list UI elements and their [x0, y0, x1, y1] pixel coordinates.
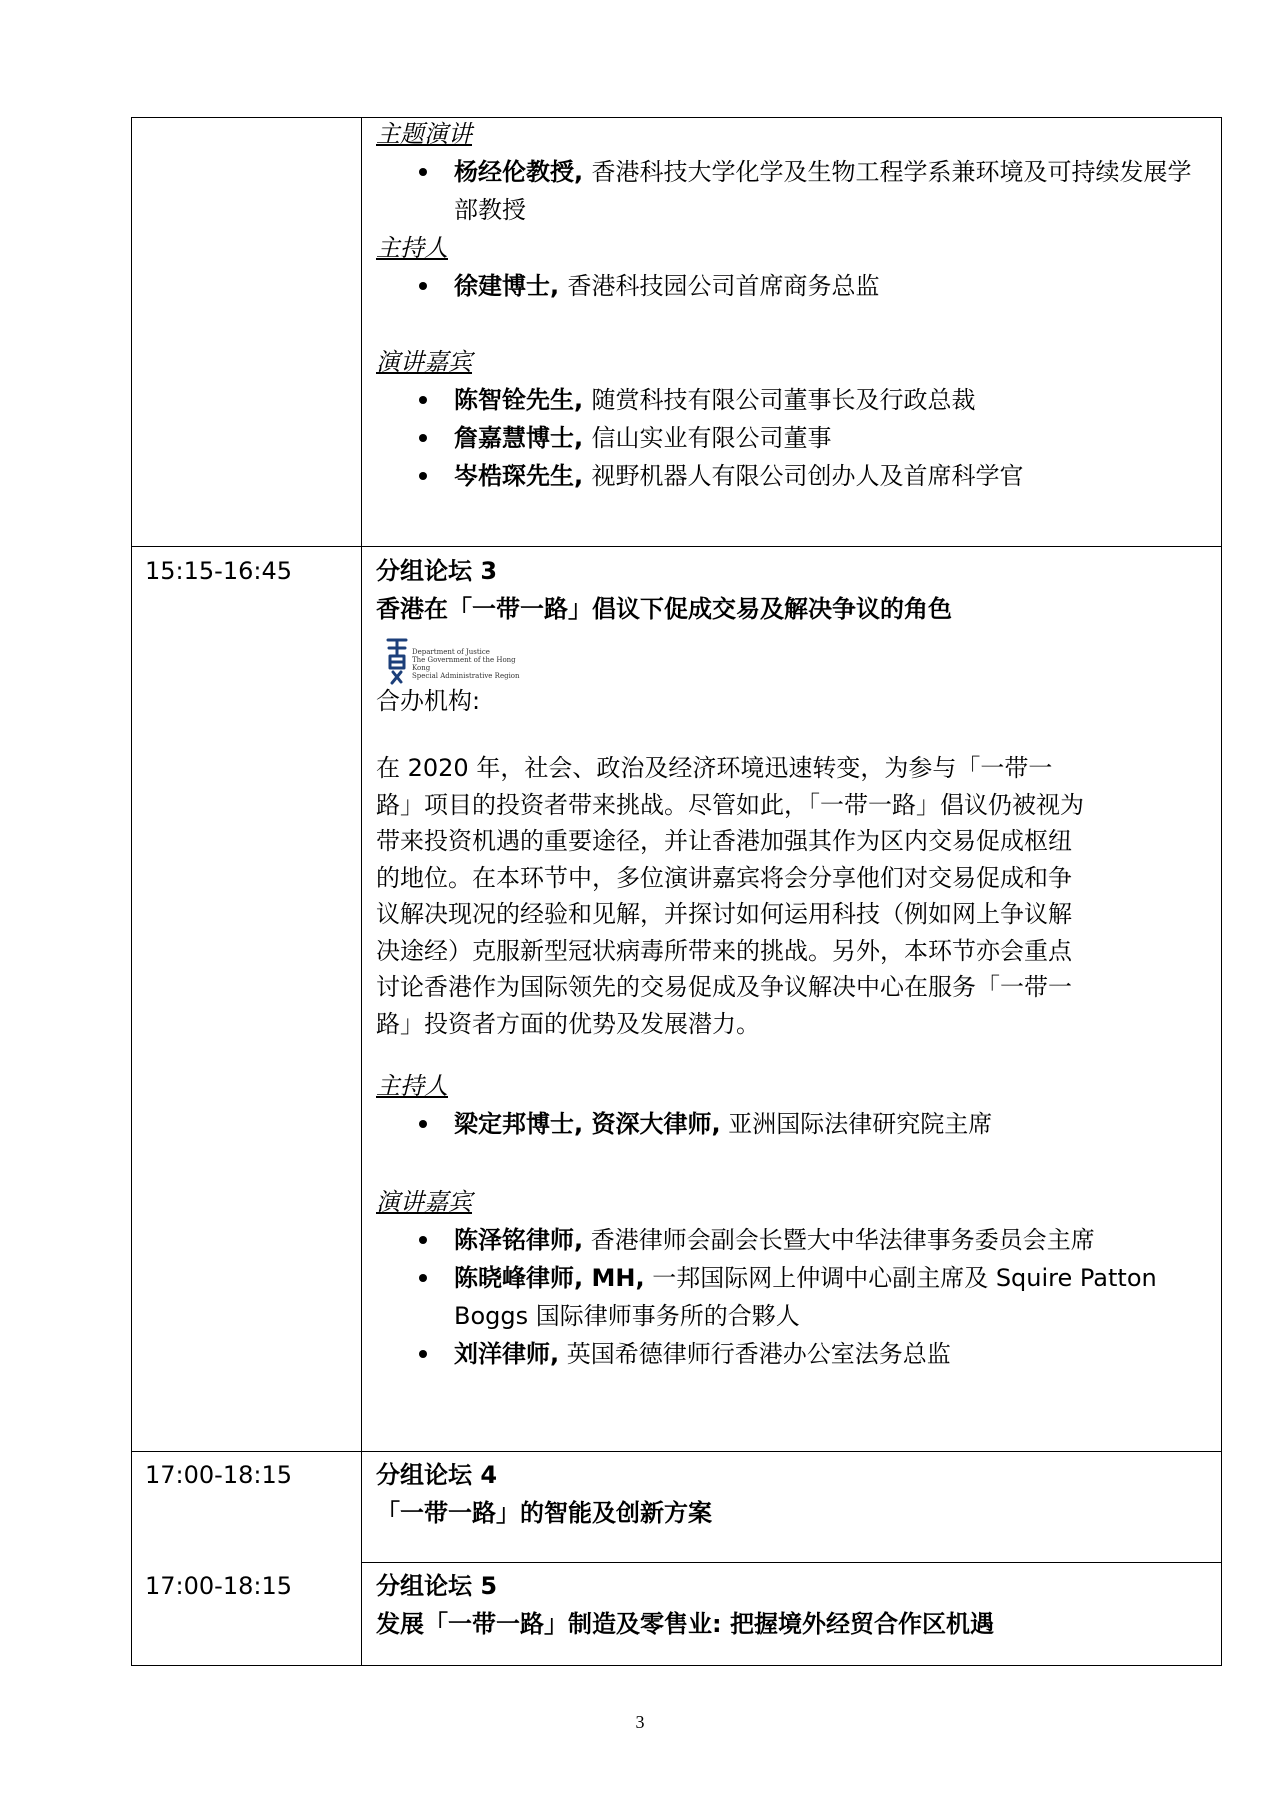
department-of-justice-logo	[384, 636, 524, 686]
co-organizer-label: 合办机构:	[376, 687, 481, 715]
speaker-role: 香港律师会副会长暨大中华法律事务委员会主席	[583, 1226, 1095, 1254]
list-item: 陈智铨先生, 随赏科技有限公司董事长及行政总裁	[376, 381, 1209, 419]
paragraph-line: 讨论香港作为国际领先的交易促成及争议解决中心在服务「一带一	[376, 973, 1072, 1001]
doj-logo-line: Special Administrative Region	[412, 672, 520, 680]
moderator-name: 徐建博士	[454, 272, 550, 300]
list-item: 杨经伦教授, 香港科技大学化学及生物工程学系兼环境及可持续发展学部教授	[376, 153, 1209, 229]
moderator-label: 主持人	[376, 1072, 448, 1100]
list-item: 徐建博士, 香港科技园公司首席商务总监	[376, 267, 1209, 305]
doj-logo-line: Department of Justice	[412, 648, 490, 656]
speaker-role: 随赏科技有限公司董事长及行政总裁	[591, 386, 976, 414]
speaker-role: 信山实业有限公司董事	[591, 424, 832, 452]
moderator-list	[376, 267, 1209, 305]
session-time: 17:00-18:15	[145, 1572, 292, 1600]
forum3-description	[376, 750, 1209, 1042]
paragraph-line: 决途经）克服新型冠状病毒所带来的挑战。另外，本环节亦会重点	[376, 936, 1072, 965]
keynote-label: 主题演讲	[376, 120, 472, 148]
forum-subtitle: 发展「一带一路」制造及零售业: 把握境外经贸合作区机遇	[376, 1610, 994, 1638]
moderator-label: 主持人	[376, 234, 448, 262]
list-item	[376, 1105, 1209, 1143]
doj-logo-text	[412, 648, 524, 680]
column-divider	[361, 118, 362, 1665]
speaker-role: 香港科技大学化学及生物工程学系兼环境及可持续发展学部教授	[454, 158, 1192, 224]
paragraph-line: 带来投资机遇的重要途径，并让香港加强其作为区内交易促成枢纽	[376, 827, 1072, 855]
forum4-cell	[376, 1456, 1209, 1532]
row-divider	[132, 546, 1221, 547]
moderator-role: 亚洲国际法律研究院主席	[720, 1110, 993, 1138]
doj-emblem-icon	[384, 636, 410, 686]
list-item	[376, 1335, 1209, 1373]
speaker-list	[376, 1221, 1209, 1373]
paragraph-line: 在 2020 年，社会、政治及经济环境迅速转变，为参与「一带一	[376, 754, 1053, 782]
speaker-name: 刘洋律师,	[454, 1340, 560, 1368]
moderator-name: 梁定邦博士, 资深大律师,	[454, 1110, 721, 1138]
speaker-role: 英国希德律师行香港办公室法务总监	[559, 1340, 951, 1368]
forum-title: 分组论坛 5	[376, 1572, 498, 1600]
row-divider	[132, 1451, 1221, 1452]
speakers-label: 演讲嘉宾	[376, 1188, 472, 1216]
session-time: 15:15-16:45	[145, 557, 292, 585]
paragraph-line: 议解决现况的经验和见解，并探讨如何运用科技（例如网上争议解	[376, 900, 1072, 928]
forum3-people	[376, 1067, 1209, 1373]
speaker-name: 陈智铨先生	[454, 386, 574, 414]
doj-logo-line: The Government of the Hong Kong	[412, 656, 516, 672]
forum3-body	[376, 683, 1209, 720]
forum-subtitle: 香港在「一带一路」倡议下促成交易及解决争议的角色	[376, 595, 952, 623]
forum3-cell	[376, 552, 1209, 628]
list-item	[376, 1259, 1209, 1335]
paragraph-line: 的地位。在本环节中，多位演讲嘉宾将会分享他们对交易促成和争	[376, 863, 1072, 892]
speaker-role: 一邦国际网上仲调中心副主席及 Squire Patton Boggs 国际律师事务所的合夥人	[454, 1264, 1157, 1330]
session-time: 17:00-18:15	[145, 1461, 292, 1489]
speaker-list	[376, 381, 1209, 495]
moderator-role: 香港科技园公司首席商务总监	[567, 272, 880, 300]
speaker-name: 杨经伦教授	[454, 158, 574, 186]
speaker-name: 陈晓峰律师, MH,	[454, 1264, 645, 1292]
keynote-speaker-list	[376, 153, 1209, 229]
row-divider	[361, 1562, 1221, 1563]
forum-subtitle: 「一带一路」的智能及创新方案	[376, 1499, 712, 1527]
list-item: 岑梏琛先生, 视野机器人有限公司创办人及首席科学官	[376, 457, 1209, 495]
paragraph-line: 路」项目的投资者带来挑战。尽管如此，「一带一路」倡议仍被视为	[376, 790, 1084, 819]
speaker-name: 詹嘉慧博士	[454, 424, 574, 452]
forum-title: 分组论坛 3	[376, 557, 498, 585]
agenda-table	[131, 117, 1222, 1666]
list-item: 詹嘉慧博士, 信山实业有限公司董事	[376, 419, 1209, 457]
keynote-cell	[376, 115, 1209, 495]
speaker-name: 陈泽铭律师,	[454, 1226, 584, 1254]
page-number: 3	[635, 1712, 645, 1732]
speaker-role: 视野机器人有限公司创办人及首席科学官	[591, 462, 1024, 490]
speaker-name: 岑梏琛先生	[454, 462, 574, 490]
list-item	[376, 1221, 1209, 1259]
paragraph-line: 路」投资者方面的优势及发展潜力。	[376, 1009, 760, 1038]
forum-title: 分组论坛 4	[376, 1461, 498, 1489]
forum5-cell	[376, 1567, 1209, 1643]
speakers-label: 演讲嘉宾	[376, 348, 472, 376]
moderator-list	[376, 1105, 1209, 1143]
